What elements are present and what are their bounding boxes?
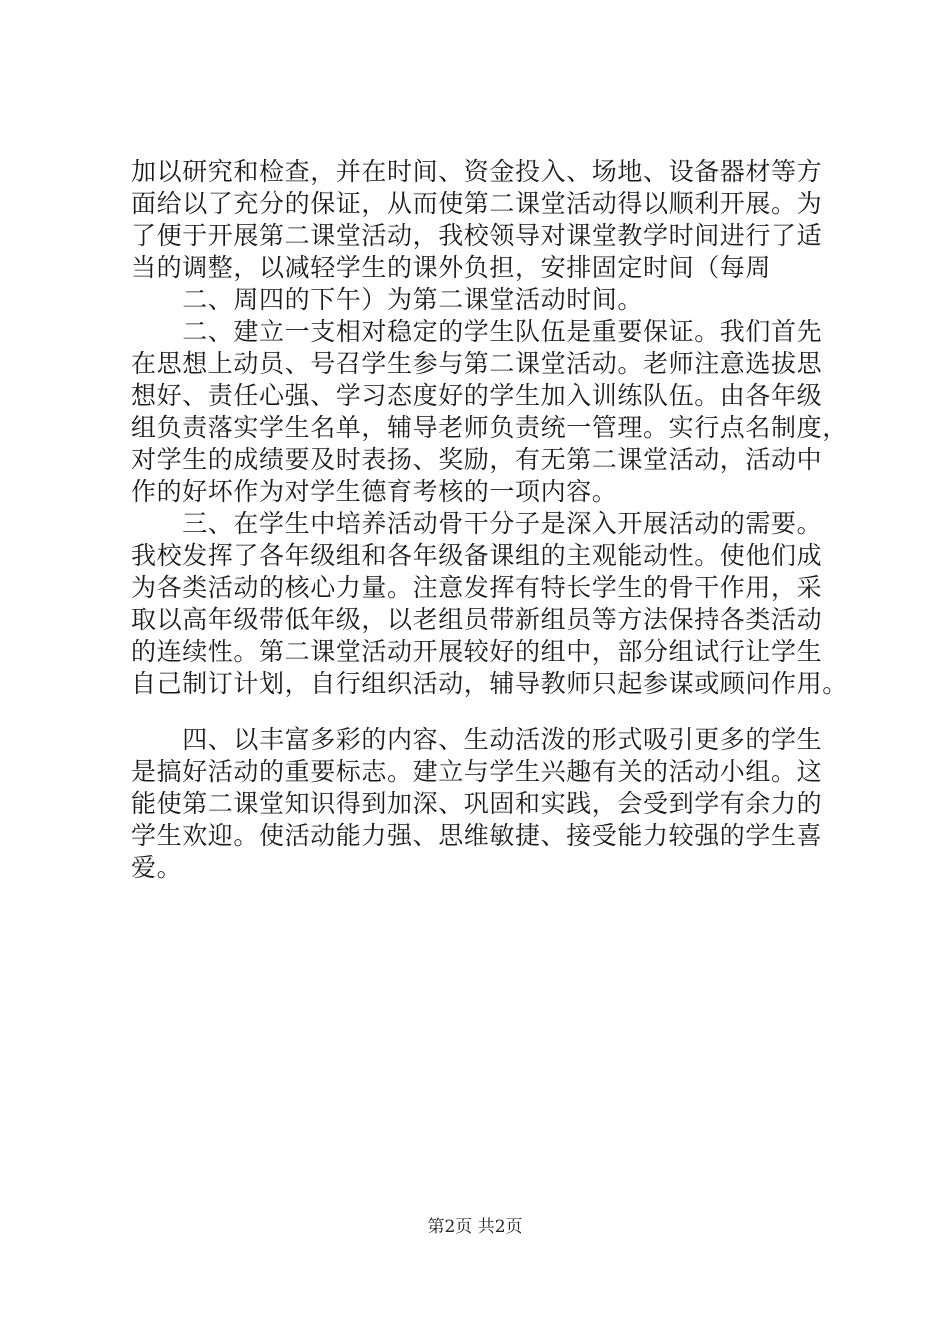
paragraph-gap [131, 700, 851, 724]
text-line: 为各类活动的核心力量。注意发挥有特长学生的骨干作用，采 [131, 573, 823, 602]
text-line: 作的好坏作为对学生德育考核的一项内容。 [131, 477, 618, 506]
text-line: 面给以了充分的保证，从而使第二课堂活动得以顺利开展。为 [131, 189, 823, 218]
text-line: 对学生的成绩要及时表扬、奖励，有无第二课堂活动，活动中 [131, 445, 823, 474]
text-line: 二、周四的下午）为第二课堂活动时间。 [131, 285, 644, 314]
text-line: 爱。 [131, 853, 183, 882]
text-line: 四、以丰富多彩的内容、生动活泼的形式吸引更多的学生 [131, 725, 823, 754]
text-line: 三、在学生中培养活动骨干分子是深入开展活动的需要。 [131, 509, 823, 538]
text-line: 组负责落实学生名单，辅导老师负责统一管理。实行点名制度， [131, 413, 848, 442]
text-line: 的连续性。第二课堂活动开展较好的组中，部分组试行让学生 [131, 637, 823, 666]
text-line: 是搞好活动的重要标志。建立与学生兴趣有关的活动小组。这 [131, 757, 823, 786]
text-line: 加以研究和检查，并在时间、资金投入、场地、设备器材等方 [131, 157, 823, 186]
text-line: 想好、责任心强、学习态度好的学生加入训练队伍。由各年级 [131, 381, 823, 410]
document-body [131, 156, 851, 884]
text-line: 能使第二课堂知识得到加深、巩固和实践，会受到学有余力的 [131, 789, 823, 818]
text-line: 学生欢迎。使活动能力强、思维敏捷、接受能力较强的学生喜 [131, 821, 823, 850]
text-line: 取以高年级带低年级，以老组员带新组员等方法保持各类活动 [131, 605, 823, 634]
page-footer: 第2页 共2页 [427, 1217, 523, 1237]
text-line: 二、建立一支相对稳定的学生队伍是重要保证。我们首先 [131, 317, 823, 346]
text-line: 在思想上动员、号召学生参与第二课堂活动。老师注意选拔思 [131, 349, 823, 378]
text-line: 当的调整，以减轻学生的课外负担，安排固定时间（每周 [131, 253, 772, 282]
text-line: 自己制订计划，自行组织活动，辅导教师只起参谋或顾问作用。 [131, 669, 848, 698]
text-line: 了便于开展第二课堂活动，我校领导对课堂教学时间进行了适 [131, 221, 823, 250]
text-line: 我校发挥了各年级组和各年级备课组的主观能动性。使他们成 [131, 541, 823, 570]
